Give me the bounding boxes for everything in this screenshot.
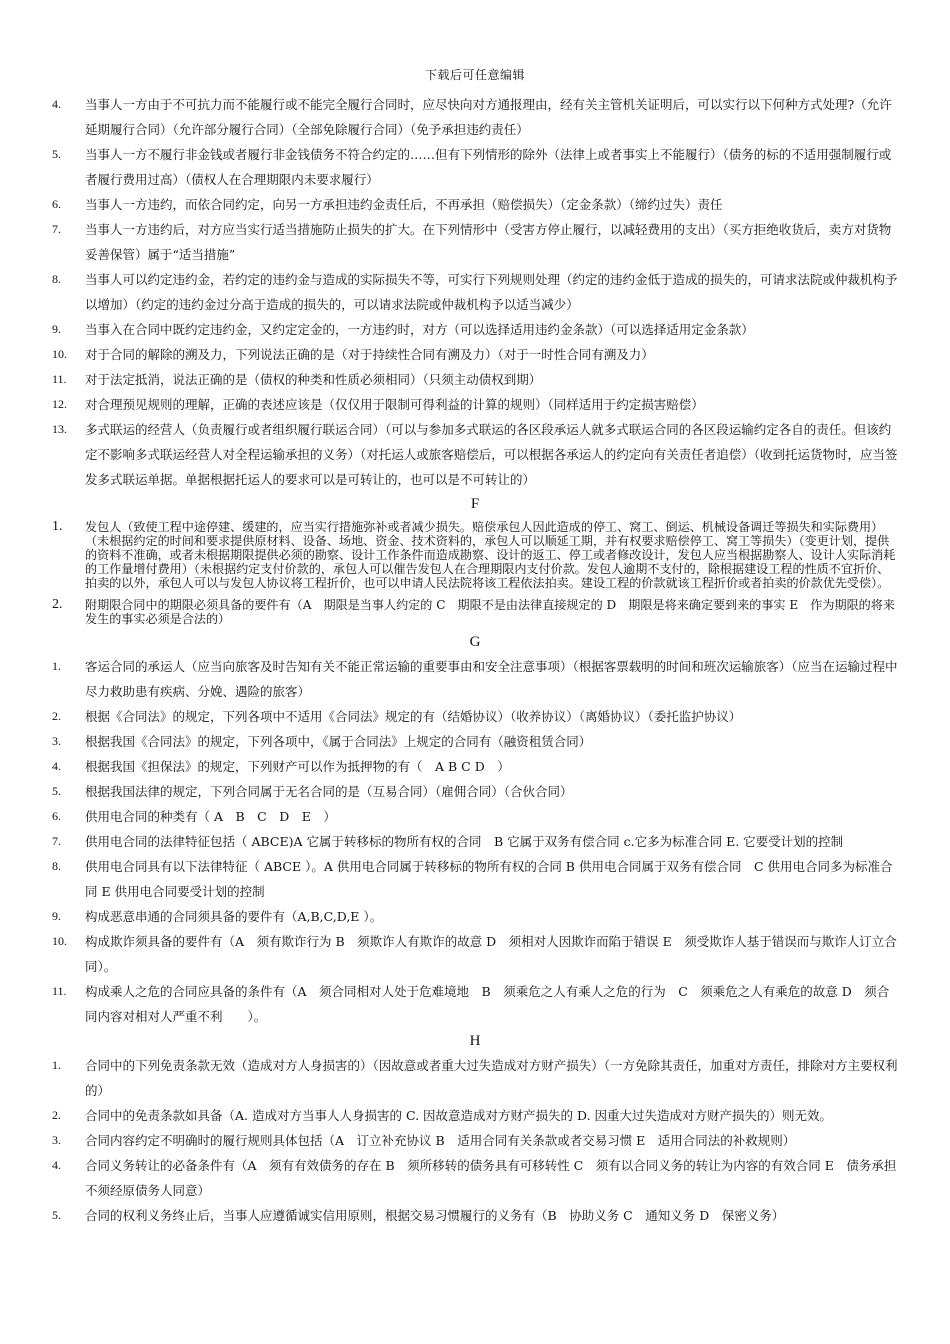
list-item	[52, 1053, 898, 1103]
item-text: 对于法定抵消，说法正确的是（债权的种类和性质必须相同）（只须主动债权到期）	[85, 372, 542, 387]
item-text: 根据我国《合同法》的规定，下列各项中，《属于合同法》上规定的合同有（融资租赁合同）	[85, 734, 592, 749]
item-text: 多式联运的经营人（负责履行或者组织履行联运合同）（可以与参加多式联运的各区段承运人就多式联运合同的各区段运输约定各自的责任。但该约定不影响多式联运经营人对全程运输承担的义务）（对托运人或旅客赔偿后，可以根据各承运人的约定向有关责任者追偿）（收到托运货物时，应当签发多式联运单据。单据根据托运人的要求可以是可转让的，也可以是不可转让的）	[85, 422, 898, 487]
list-item	[52, 516, 898, 594]
item-number: 6.	[52, 197, 61, 211]
item-number: 11.	[52, 984, 67, 998]
item-number: 4.	[52, 759, 61, 773]
list-item	[52, 829, 898, 854]
item-text: 当事人一方违约后，对方应当实行适当措施防止损失的扩大。在下列情形中（受害方停止履行，以减轻费用的支出）（买方拒绝收货后，卖方对货物妥善保管）属于“适当措施”	[85, 222, 892, 262]
list-item	[52, 929, 898, 979]
question-list	[52, 654, 898, 1029]
item-text: 当事人一方不履行非金钱或者履行非金钱债务不符合约定的……但有下列情形的除外（法律上或者事实上不能履行）（债务的标的不适用强制履行或者履行费用过高）（债权人在合理期限内未要求履行）	[85, 147, 892, 187]
item-text: 当事入在合同中既约定违约金，又约定定金的，一方违约时，对方（可以选择适用违约金条款）（可以选择适用定金条款）	[85, 322, 754, 337]
list-item	[52, 729, 898, 754]
item-text: 构成欺诈须具备的要件有（A 须有欺诈行为 B 须欺诈人有欺诈的故意 D 须相对人因欺诈而陷于错误 E 须受欺诈人基于错误而与欺诈人订立合同）。	[85, 934, 897, 974]
list-item	[52, 979, 898, 1029]
list-item	[52, 392, 898, 417]
item-number: 4.	[52, 1158, 61, 1172]
list-item	[52, 342, 898, 367]
item-number: 4.	[52, 97, 61, 111]
list-item	[52, 92, 898, 142]
item-number: 2.	[52, 597, 63, 612]
item-number: 9.	[52, 909, 61, 923]
item-number: 3.	[52, 1133, 61, 1147]
item-text: 供用电合同的种类有（ A B C D E ）	[85, 809, 336, 824]
item-text: 对合理预见规则的理解，正确的表述应该是（仅仅用于限制可得利益的计算的规则）（同样适用于约定损害赔偿）	[85, 397, 704, 412]
item-number: 1.	[52, 659, 61, 673]
item-text: 附期限合同中的期限必须具备的要件有（A 期限是当事人约定的 C 期限不是由法律直接规定的 D 期限是将来确定要到来的事实 E 作为期限的将来发生的事实必须是合法的）	[85, 598, 895, 626]
item-text: 构成乘人之危的合同应具备的条件有（A 须合同相对人处于危难境地 B 须乘危之人有乘人之危的行为 C 须乘危之人有乘危的故意 D 须合同内容对相对人严重不利 ）。	[85, 984, 890, 1024]
page-header: 下载后可任意编辑	[424, 68, 525, 82]
list-item	[52, 367, 898, 392]
item-text: 发包人（致使工程中途停建、缓建的，应当实行措施弥补或者减少损失。赔偿承包人因此造成的停工、窝工、倒运、机械设备调迁等损失和实际费用）（未根据约定的时间和要求提供原材料、设备、场地、资金、技术资料的，承包人可以顺延工期，并有权要求赔偿停工、窝工等损失）（变更计划，提供的资料不准确，或者未根据期限提供必须的勘察、设计工作条件而造成勘察、设计的返工、停工或者修改设计，发包人应当根据勘察人、设计人实际消耗的工作量增付费用）（未根据约定支付价款的，承包人可以催告发包人在合理期限内支付价款。发包人逾期不支付的，除根据建设工程的性质不宜折价、拍卖的以外，承包人可以与发包人协议将工程折价，也可以申请人民法院将该工程依法拍卖。建设工程的价款就该工程折价或者拍卖的价款优先受偿）。	[85, 520, 896, 590]
item-number: 7.	[52, 222, 61, 236]
section-letter: H	[469, 1033, 481, 1049]
item-text: 根据我国《担保法》的规定，下列财产可以作为抵押物的有（ A B C D ）	[85, 759, 510, 774]
item-text: 合同内容约定不明确时的履行规则具体包括（A 订立补充协议 B 适用合同有关条款或者交易习惯 E 适用合同法的补救规则）	[85, 1133, 796, 1148]
question-list	[52, 92, 898, 492]
item-text: 构成恶意串通的合同须具备的要件有（A,B,C,D,E ）。	[85, 909, 383, 924]
item-number: 7.	[52, 834, 61, 848]
item-text: 合同义务转让的必备条件有（A 须有有效债务的存在 B 须所移转的债务具有可移转性 C 须有以合同义务的转让为内容的有效合同 E 债务承担不须经原债务人同意）	[85, 1158, 897, 1198]
item-text: 当事人可以约定违约金，若约定的违约金与造成的实际损失不等，可实行下列规则处理（约定的违约金低于造成的损失的，可请求法院或仲裁机构予以增加）（约定的违约金过分高于造成的损失的，可以请求法院或仲裁机构予以适当减少）	[85, 272, 898, 312]
item-text: 当事人一方由于不可抗力而不能履行或不能完全履行合同时，应尽快向对方通报理由，经有关主管机关证明后，可以实行以下何种方式处理?（允许延期履行合同）（允许部分履行合同）（全部免除履行合同）（免予承担违约责任）	[85, 97, 892, 137]
list-item	[52, 904, 898, 929]
item-text: 对于合同的解除的溯及力，下列说法正确的是（对于持续性合同有溯及力）（对于一时性合同有溯及力）	[85, 347, 654, 362]
item-number: 10.	[52, 347, 67, 361]
list-item	[52, 417, 898, 492]
item-number: 3.	[52, 734, 61, 748]
item-number: 5.	[52, 784, 61, 798]
item-text: 供用电合同的法律特征包括（ ABCE)A 它属于转移标的物所有权的合同 B 它属于双务有偿合同 c.它多为标准合同 E. 它要受计划的控制	[85, 834, 844, 849]
item-number: 9.	[52, 322, 61, 336]
item-number: 12.	[52, 397, 67, 411]
item-text: 根据我国法律的规定，下列合同属于无名合同的是（互易合同）（雇佣合同）（合伙合同）	[85, 784, 573, 799]
item-number: 1.	[52, 519, 63, 534]
item-number: 2.	[52, 1108, 61, 1122]
item-text: 合同的权利义务终止后，当事人应遵循诚实信用原则，根据交易习惯履行的义务有（B 协助义务 C 通知义务 D 保密义务）	[85, 1208, 785, 1223]
list-item	[52, 704, 898, 729]
list-item	[52, 142, 898, 192]
item-text: 合同中的下列免责条款无效（造成对方人身损害的）（因故意或者重大过失造成对方财产损失）（一方免除其责任，加重对方责任，排除对方主要权利的）	[85, 1058, 898, 1098]
section-letter: F	[470, 496, 480, 512]
item-number: 6.	[52, 809, 61, 823]
item-number: 8.	[52, 859, 61, 873]
item-text: 根据《合同法》的规定，下列各项中不适用《合同法》规定的有（结婚协议）（收养协议）（离婚协议）（委托监护协议）	[85, 709, 742, 724]
item-number: 13.	[52, 422, 67, 436]
list-item	[52, 754, 898, 779]
list-item	[52, 217, 898, 267]
section-letter: G	[469, 634, 481, 650]
item-text: 当事人一方违约，而依合同约定，向另一方承担违约金责任后，不再承担（赔偿损失）（定金条款）（缔约过失）责任	[85, 197, 723, 212]
list-item	[52, 1153, 898, 1203]
list-item	[52, 317, 898, 342]
document-body	[52, 92, 898, 1228]
list-item	[52, 267, 898, 317]
item-number: 5.	[52, 147, 61, 161]
item-number: 1.	[52, 1058, 61, 1072]
item-number: 11.	[52, 372, 67, 386]
item-number: 10.	[52, 934, 67, 948]
list-item	[52, 192, 898, 217]
question-list	[52, 516, 898, 630]
item-text: 供用电合同具有以下法律特征（ ABCE ）。A 供用电合同属于转移标的物所有权的合同 B 供用电合同属于双务有偿合同 C 供用电合同多为标准合同 E 供用电合同要受计划的控制	[85, 859, 893, 899]
list-item	[52, 654, 898, 704]
list-item	[52, 594, 898, 630]
item-number: 8.	[52, 272, 61, 286]
list-item	[52, 779, 898, 804]
item-number: 5.	[52, 1208, 61, 1222]
item-text: 合同中的免责条款如具备（A. 造成对方当事人人身损害的 C. 因故意造成对方财产损失的 D. 因重大过失造成对方财产损失的）则无效。	[85, 1108, 833, 1123]
question-list	[52, 1053, 898, 1228]
list-item	[52, 1203, 898, 1228]
item-text: 客运合同的承运人（应当向旅客及时告知有关不能正常运输的重要事由和安全注意事项）（根据客票载明的时间和班次运输旅客）（应当在运输过程中尽力救助患有疾病、分娩、遇险的旅客）	[85, 659, 898, 699]
list-item	[52, 854, 898, 904]
list-item	[52, 1103, 898, 1128]
list-item	[52, 804, 898, 829]
item-number: 2.	[52, 709, 61, 723]
list-item	[52, 1128, 898, 1153]
